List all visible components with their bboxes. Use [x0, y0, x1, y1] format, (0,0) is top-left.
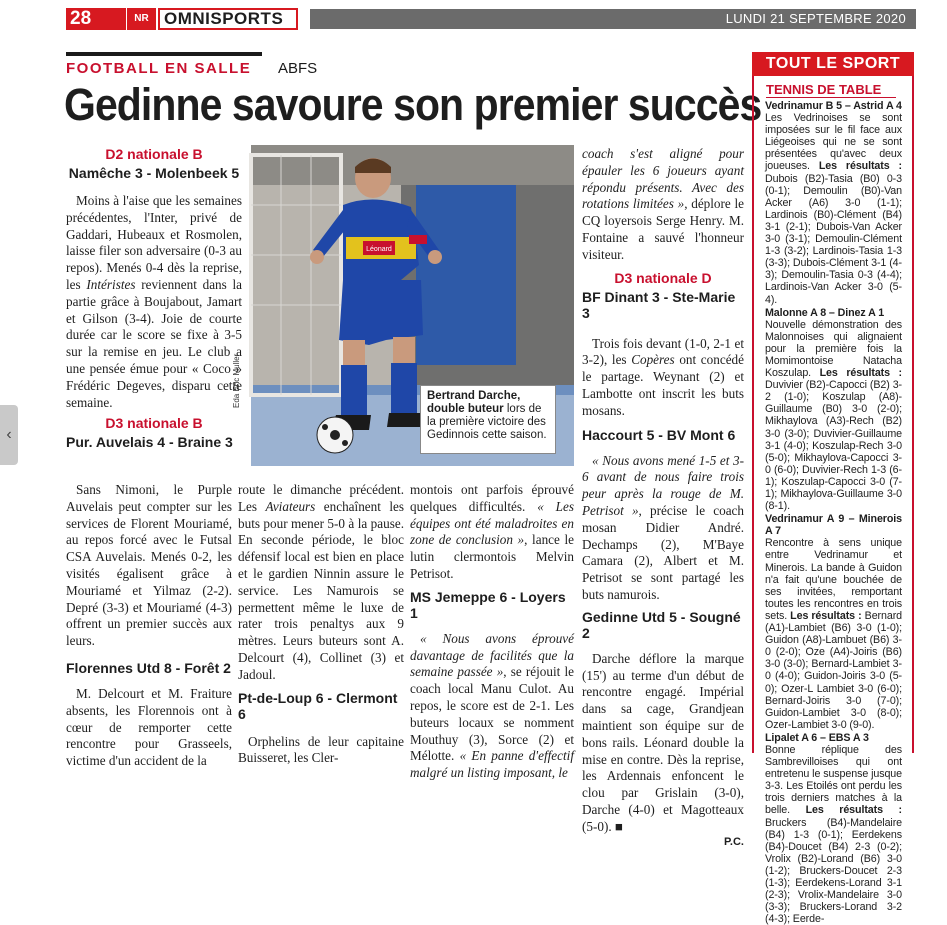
- paragraph: [582, 146, 744, 264]
- match-score: Haccourt 5 - BV Mont 6: [582, 426, 736, 443]
- section-title: OMNISPORTS: [158, 8, 298, 30]
- top-rule: [66, 52, 262, 56]
- headline: Gedinne savoure son premier succès: [64, 79, 762, 130]
- text-italic: « En panne d'effectif malgré un listing imposant, le: [410, 748, 575, 781]
- column-3-bottom: [410, 482, 574, 782]
- text: , précise le coach mosan Didier André. Dechamps (2), M'Baye Camara (2), Albert et M. Petrisot se sont partagé les buts namurois.: [582, 502, 744, 602]
- text-italic: « Nous avons mené 1-5 et 3-6 avant de nous faire trois peur après la rouge de M. Petrisot »: [582, 452, 744, 518]
- match-title: Vedrinamur B 5 – Astrid A 4: [765, 100, 902, 112]
- text: Les Vedrinoises se sont imposées sur le fil face aux Liégeoises qui ne se sont présentées qu'avec deux joueuses.: [765, 112, 902, 173]
- brand-badge: NR: [126, 8, 156, 30]
- text: Trois fois devant (1-0, 2-1 et 3-2), les: [582, 335, 744, 368]
- column-1-top: [66, 146, 242, 450]
- match-title: Malonne A 8 – Dinez A 1: [765, 306, 885, 319]
- paragraph: [582, 453, 744, 604]
- text: ont concédé le partage. Weynant (2) et Lambotte ont inscrit les buts mosans.: [582, 352, 744, 418]
- column-3-top: [582, 146, 744, 848]
- jersey-sponsor: Léonard: [366, 246, 392, 253]
- sidebar-subtitle: TENNIS DE TABLE: [766, 82, 882, 97]
- sidebar-rule: [766, 97, 896, 98]
- text: enchaînent les buts pour mener 5-0 à la pause. En seconde période, le bloc défensif local est bien en place et le gardien Ninnin assure le service. Les Namurois se permettent même le luxe de rater trois penaltys aux 9 mètres. Leurs buteurs sont A. Delcourt (4), Collinet (3) et Jadoul.: [238, 498, 404, 682]
- paragraph: Sans Nimoni, le Purple Auvelais peut compter sur les services de Florent Mouriamé, au repos forcé avec le Futsal CSA Auvelais. Menés 0-2, les visités égalisent grâce à Mouriamé et Yilmaz (2-2). Depré (3-3) et Mouriamé (4-3) offrent un premier succès aux leurs.: [66, 482, 232, 649]
- text: Nouvelle démonstration des Malonnoises qui alignaient pour la première fois la Momimontoise Natacha Koszulap.: [765, 318, 902, 380]
- text: , lance le lutin clermontois Melvin Petrisot.: [410, 532, 574, 581]
- text-italic: Intéristes: [86, 276, 136, 292]
- column-2-bottom: [238, 482, 404, 767]
- sidebar-block: [765, 513, 902, 731]
- paragraph: M. Delcourt et M. Fraiture absents, les Florennois ont à cœur de remporter cette rencontre pour Grasseels, victime d'un accident de la: [66, 685, 232, 769]
- text-italic: « Nous avons éprouvé davantage de facilités que la semaine passée »: [410, 630, 574, 680]
- text: Bruckers (B4)-Mandelaire (B4) 1-3 (0-1); Eerdekens (B4)-Doucet (B4) 2-3 (0-2); Vrolix (B2)-Lorand (B6) 3-0 (1-2); Bruckers-Doucet 2-3 (1-3); Eerdekens-Lorand 3-1 (2-3); Vrolix-Mandelaire 3-0 (3-3); Bruckers-Lorand 3-2 (4-3); Eerde-: [765, 816, 902, 925]
- paragraph: [410, 482, 574, 583]
- paragraph: [410, 631, 574, 782]
- text: , se réjouit le coach local Manu Culot. Au repos, le score est de 2-1. Les buteurs locaux se nomment Mouthuy (3), Sorce (2) et Mélotte.: [410, 664, 574, 764]
- sidebar-block: [765, 307, 902, 513]
- text: , déplore le CQ loyersois Serge Henry. M. Fontaine a sauvé l'honneur visiteur.: [582, 196, 744, 262]
- text-italic: Copères: [631, 352, 675, 368]
- sidebar-block: [765, 732, 902, 925]
- match-score: MS Jemeppe 6 - Loyers 1: [410, 588, 566, 621]
- paragraph: [66, 193, 242, 411]
- match-score: Pur. Auvelais 4 - Braine 3: [66, 434, 233, 451]
- date-bar: [310, 9, 916, 29]
- page-number: 28: [66, 8, 126, 30]
- kicker: FOOTBALL EN SALLE: [66, 60, 252, 77]
- prev-page-tab[interactable]: [0, 405, 18, 465]
- photo-caption: [420, 385, 556, 454]
- match-title: Lipalet A 6 – EBS A 3: [765, 731, 869, 744]
- match-score: Namêche 3 - Molenbeek 5: [68, 165, 240, 181]
- sidebar-content: [765, 100, 902, 925]
- text: montois ont parfois éprouvé quelques difficultés.: [410, 482, 574, 514]
- text-italic: Aviateurs: [265, 498, 316, 514]
- text: Moins à l'aise que les semaines précédentes, l'Inter, privé de Gaddari, Hubeaux et Rosmolen, laisse filer son adversaire (0-3 au repos). Menés 0-4 dès la reprise, les: [66, 193, 242, 292]
- chevron-left-icon: ‹: [6, 426, 12, 443]
- date-text: LUNDI 21 SEPTEMBRE 2020: [725, 11, 906, 26]
- signature: P.C.: [724, 835, 744, 848]
- text: Rencontre à sens unique entre Vedrinamur et Minerois. La bande à Guidon n'a fait qu'une bouchée de ses invitées, remportant toutes les rencontres en trois sets.: [765, 537, 902, 622]
- results-label: Les résultats :: [818, 160, 902, 173]
- league-label: D3 nationale D: [614, 269, 712, 286]
- results-label: Les résultats :: [805, 804, 902, 817]
- text: Duvivier (B2)-Capocci (B2) 3-2 (1-0); Koszulap (A8)-Guillaume (B0) 3-0 (2-0); Mikhaylova (A3)-Rech (B2) 3-0 (3-0); Duvivier-Guillaume 3-1 (4-0); Koszulap-Rech 3-0 (5-0); Mikhaylova-Capocci 3-0 (6-0); Duvivier-Rech 1-3 (6-1); Koszulap-Capocci 3-0 (7-1); Mikhaylova-Guillaume 3-0 (8-1).: [765, 379, 902, 513]
- sidebar-block: [765, 100, 902, 306]
- paragraph: [582, 336, 744, 420]
- results-label: Les résultats :: [790, 609, 862, 622]
- match-score: BF Dinant 3 - Ste-Marie 3: [582, 288, 736, 321]
- kicker-sub: ABFS: [278, 60, 318, 77]
- text: Dubois (B2)-Tasia (B0) 0-3 (0-1); Demoulin (B0)-Van Acker (A6) 3-0 (1-1); Lardinois (B0)-Clément (B4) 3-1 (2-1); Dubois-Van Acker 3-0 (3-1); Demoulin-Clément 1-3 (3-2); Lardinois-Tasia 1-3 (3-3); Dubois-Clément 3-1 (4-3); Demoulin-Tasia 0-3 (4-4); Lardinois-Van Acker 3-0 (5-4).: [765, 172, 902, 306]
- match-score: Gedinne Utd 5 - Sougné 2: [582, 608, 741, 641]
- photo-credit: Eda Eric Muller: [232, 353, 241, 408]
- text: route le dimanche précédent. Les: [238, 482, 404, 514]
- column-1-bottom: [66, 482, 232, 770]
- text-italic: coach s'est aligné pour épauler les 6 joueurs ayant répondu présents. Avec des rotations limitées »: [582, 146, 744, 212]
- text: Bonne réplique des Sambrevilloises qui ont entretenu le suspense jusque 3-3. Les Etoilés ont perdu les trois derniers matches à la belle.: [765, 743, 902, 817]
- match-score: Pt-de-Loup 6 - Clermont 6: [238, 689, 398, 722]
- paragraph: Darche déflore la marque (15') au terme d'un début de rencontre engagé. Impérial dans sa cage, Grandjean maintient son équipe sur de bons rails. Léonard double la mise en contre. Dès la reprise, les Ardennais enfoncent le clou par Grislain (3-0), Darche (4-0) et Magotteaux (5-0). ■: [582, 650, 744, 834]
- paragraph: Orphelins de leur capitaine Buisseret, les Cler-: [238, 733, 404, 766]
- caption-text: lors de la première victoire des Gedinnois cette saison.: [427, 403, 547, 441]
- sidebar-title: TOUT LE SPORT: [752, 52, 914, 76]
- results-label: Les résultats :: [819, 367, 902, 380]
- text: reviennent dans la partie grâce à Boujabout, Jamart et Gilson (3-4). Joie de courte durée car le score se fixe à 3-5 sur la remise en jeu. Le club a une pensée émue pour « Coco » Frédéric Degeves, disparu cette semaine.: [66, 276, 243, 410]
- league-label: D2 nationale B: [105, 146, 203, 162]
- caption-bold: Bertrand Darche, double buteur: [427, 390, 521, 415]
- paragraph: [238, 482, 404, 684]
- match-title: Vedrinamur A 9 – Minerois A 7: [765, 513, 902, 538]
- match-score: Florennes Utd 8 - Forêt 2: [66, 659, 231, 676]
- league-label: D3 nationale B: [105, 415, 203, 432]
- text: Bernard (A1)-Lambiet (B6) 3-0 (1-0); Guidon (A8)-Lambuet (B6) 3-0 (2-0); Oze (A4)-Joiris (B6) 3-0 (3-0); Bernard-Lambiet 3-0 (4-0); Guidon-Joiris 3-0 (5-0); Ozer-L Lambiet 3-0 (6-0); Bernard-Joiris 3-0 (7-0); Guidon-Lambiet 3-0 (8-0); Ozer-Lambiet 3-0 (9-0).: [765, 609, 902, 731]
- text-italic: « Les équipes ont été maladroites en zone de conclusion »: [410, 498, 574, 548]
